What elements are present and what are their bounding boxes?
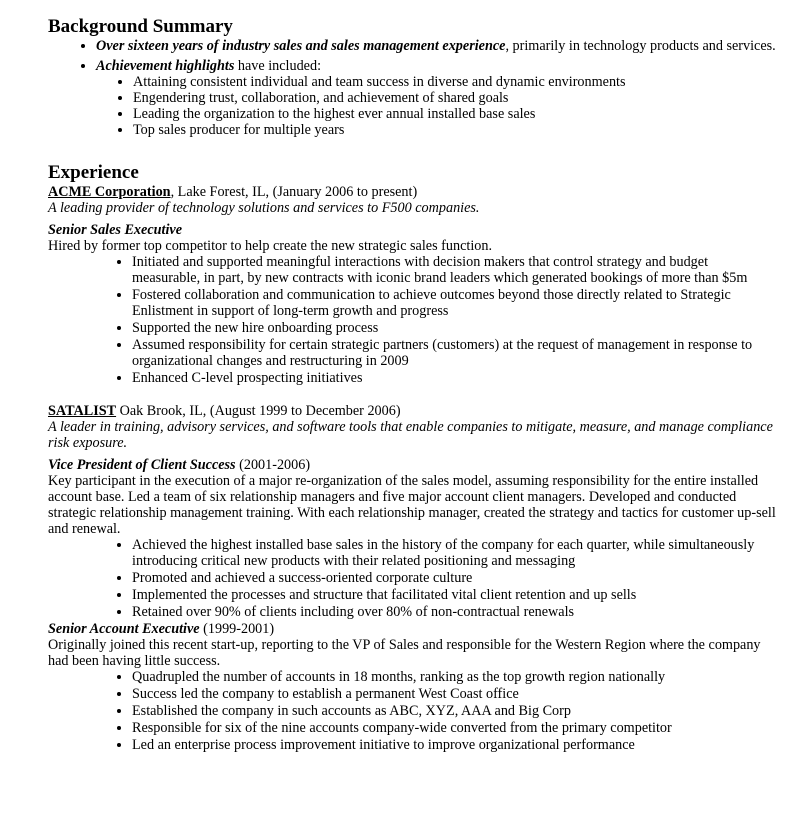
achievement-item: • Engendering trust, collaboration, and achievement of shared goals — [133, 90, 778, 106]
duty-item: • Success led the company to establish a permanent West Coast office — [132, 686, 778, 702]
duty-item: • Promoted and achieved a success-oriented corporate culture — [132, 570, 778, 586]
duty-item: • Implemented the processes and structure that facilitated vital client retention and up sells — [132, 587, 778, 603]
company-line — [48, 403, 778, 419]
company-location-dates: , Lake Forest, IL, (January 2006 to present) — [170, 184, 418, 200]
company-line — [48, 184, 778, 200]
achievement-list — [96, 74, 778, 138]
duty-item: • Assumed responsibility for certain strategic partners (customers) at the request of management in response to organizational changes and restructuring in 2009 — [132, 337, 778, 369]
summary-item-experience — [96, 38, 778, 54]
job-acme — [48, 184, 778, 386]
duty-item: • Fostered collaboration and communication to achieve outcomes beyond those directly related to Strategic Enlistment in support of long-term growth and progress — [132, 287, 778, 319]
role-title — [48, 457, 778, 473]
job-spacer — [48, 387, 778, 403]
duty-item: • Supported the new hire onboarding process — [132, 320, 778, 336]
duties-list — [48, 537, 778, 620]
summary-item-text: , primarily in technology products and services. — [505, 38, 776, 54]
company-location-dates: Oak Brook, IL, (August 1999 to December 2006) — [116, 403, 401, 419]
duty-item: • Quadrupled the number of accounts in 18 months, ranking as the top growth region nationally — [132, 669, 778, 685]
duty-item: • Enhanced C-level prospecting initiatives — [132, 370, 778, 386]
company-name: ACME Corporation — [48, 184, 171, 200]
achievement-item: • Leading the organization to the highest ever annual installed base sales — [133, 106, 778, 122]
role-title — [48, 222, 778, 238]
role-name: Senior Account Executive — [48, 621, 200, 637]
job-satalist — [48, 403, 778, 753]
duty-item: • Led an enterprise process improvement initiative to improve organizational performance — [132, 737, 778, 753]
duty-item: • Initiated and supported meaningful interactions with decision makers that control strategy and budget measurable, in part, by new contracts with iconic brand leaders which generated bookings of more than $5m — [132, 254, 778, 286]
background-summary-heading: Background Summary — [48, 16, 233, 37]
achievement-item: • Top sales producer for multiple years — [133, 122, 778, 138]
duty-item: • Retained over 90% of clients including over 80% of non-contractual renewals — [132, 604, 778, 620]
achievement-item: • Attaining consistent individual and team success in diverse and dynamic environments — [133, 74, 778, 90]
duty-item: • Achieved the highest installed base sales in the history of the company for each quarter, while simultaneously introducing critical new products with their related positioning and messaging — [132, 537, 778, 569]
duties-list — [48, 669, 778, 753]
company-description: A leader in training, advisory services, and software tools that enable companies to mitigate, measure, and manage compliance risk exposure. — [48, 419, 773, 451]
role-summary: Originally joined this recent start-up, reporting to the VP of Sales and responsible for the Western Region where the company had been having little success. — [48, 637, 761, 669]
summary-item-achievements — [96, 58, 778, 138]
role-summary: Key participant in the execution of a major re-organization of the sales model, assuming responsibility for the entire installed account base. Led a team of six relationship managers and five major account client managers. Developed and conducted strategic relationship management training. With each relationship manager, created the strategy and tactics for customer up-sell and renewal. — [48, 473, 776, 537]
summary-list — [48, 38, 778, 138]
summary-item-text: have included: — [234, 58, 322, 74]
duty-item: • Established the company in such accounts as ABC, XYZ, AAA and Big Corp — [132, 703, 778, 719]
summary-item-lead: Over sixteen years of industry sales and sales management experience — [96, 38, 506, 54]
duties-list — [48, 254, 778, 386]
experience-heading: Experience — [48, 162, 139, 183]
role-dates: (1999-2001) — [199, 621, 275, 637]
duty-item: • Responsible for six of the nine accounts company-wide converted from the primary competitor — [132, 720, 778, 736]
role-summary: Hired by former top competitor to help create the new strategic sales function. — [48, 238, 492, 254]
company-description: A leading provider of technology solutions and services to F500 companies. — [48, 200, 480, 216]
company-name: SATALIST — [48, 403, 117, 419]
role-title — [48, 621, 778, 637]
summary-item-lead: Achievement highlights — [96, 58, 235, 74]
role-name: Vice President of Client Success — [48, 457, 236, 473]
role-name: Senior Sales Executive — [48, 222, 182, 238]
role-dates: (2001-2006) — [235, 457, 311, 473]
